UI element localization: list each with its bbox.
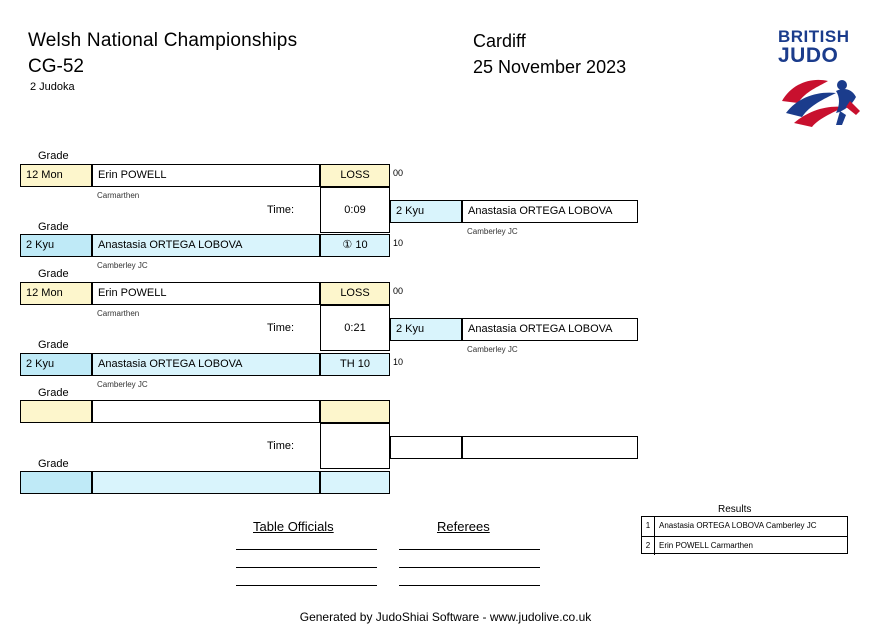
advancing-name: Anastasia ORTEGA LOBOVA (462, 200, 638, 223)
competitor-name: Anastasia ORTEGA LOBOVA (92, 234, 320, 257)
result-name: Anastasia ORTEGA LOBOVA Camberley JC (659, 521, 817, 530)
grade-label: Grade (38, 268, 69, 280)
advancing-name: Anastasia ORTEGA LOBOVA (462, 318, 638, 341)
event-city: Cardiff (473, 31, 526, 51)
grade-label: Grade (38, 150, 69, 162)
time-label: Time: (267, 322, 295, 334)
footer-text: Generated by JudoShiai Software - www.judolive.co.uk (299, 610, 592, 624)
table-officials-title: Table Officials (253, 519, 334, 534)
match-result: LOSS (320, 164, 390, 187)
match-score: 00 (393, 286, 404, 296)
competitor-name: Erin POWELL (92, 282, 320, 305)
result-rank: 1 (642, 517, 655, 536)
results-table (641, 516, 848, 554)
advancing-club: Camberley JC (467, 227, 518, 236)
result-rank: 2 (642, 537, 655, 555)
event-title: Welsh National Championships (28, 30, 298, 51)
competitor-club: Camberley JC (97, 261, 148, 270)
time-box (320, 423, 390, 469)
advancing-grade: 2 Kyu (390, 200, 462, 223)
result-name: Erin POWELL Carmarthen (659, 541, 753, 550)
competitor-grade: 12 Mon (20, 164, 92, 187)
time-label: Time: (267, 204, 295, 216)
match-score: 10 (393, 238, 404, 248)
match-result: TH 10 (320, 353, 390, 376)
match-result: LOSS (320, 282, 390, 305)
competitor-grade: 2 Kyu (20, 234, 92, 257)
match-result (320, 471, 390, 494)
advancing-grade: 2 Kyu (390, 318, 462, 341)
match-time: 0:09 (344, 204, 366, 216)
table-officials-line-2 (236, 567, 377, 568)
category-name: CG-52 (28, 56, 84, 77)
advancing-grade (390, 436, 462, 459)
grade-label: Grade (38, 458, 69, 470)
competitor-name (92, 471, 320, 494)
results-title: Results (718, 504, 752, 515)
table-row (642, 536, 847, 555)
competitor-grade (20, 471, 92, 494)
competitor-name: Erin POWELL (92, 164, 320, 187)
table-row (642, 517, 847, 536)
competitor-name: Anastasia ORTEGA LOBOVA (92, 353, 320, 376)
grade-label: Grade (38, 221, 69, 233)
competitor-grade: 12 Mon (20, 282, 92, 305)
match-score: 10 (393, 357, 404, 367)
time-label: Time: (267, 440, 295, 452)
advancing-club: Camberley JC (467, 345, 518, 354)
match-result (320, 400, 390, 423)
match-result: ① 10 (320, 234, 390, 257)
judoka-count: 2 Judoka (30, 81, 75, 93)
table-officials-line-1 (236, 549, 377, 550)
event-date: 25 November 2023 (473, 57, 627, 77)
competitor-club: Carmarthen (97, 309, 140, 318)
match-score: 00 (393, 168, 404, 178)
british-judo-logo (778, 28, 868, 128)
competitor-name (92, 400, 320, 423)
competitor-grade (20, 400, 92, 423)
referees-line-1 (399, 549, 540, 550)
advancing-name (462, 436, 638, 459)
competitor-grade: 2 Kyu (20, 353, 92, 376)
grade-label: Grade (38, 339, 69, 351)
referees-title: Referees (437, 519, 490, 534)
competitor-club: Camberley JC (97, 380, 148, 389)
logo-judoka-icon (778, 71, 868, 127)
logo-text-british: BRITISH (778, 27, 850, 46)
referees-line-3 (399, 585, 540, 586)
match-time: 0:21 (344, 322, 366, 334)
referees-line-2 (399, 567, 540, 568)
competitor-club: Carmarthen (97, 191, 140, 200)
grade-label: Grade (38, 387, 69, 399)
logo-text-judo: JUDO (778, 44, 839, 67)
table-officials-line-3 (236, 585, 377, 586)
